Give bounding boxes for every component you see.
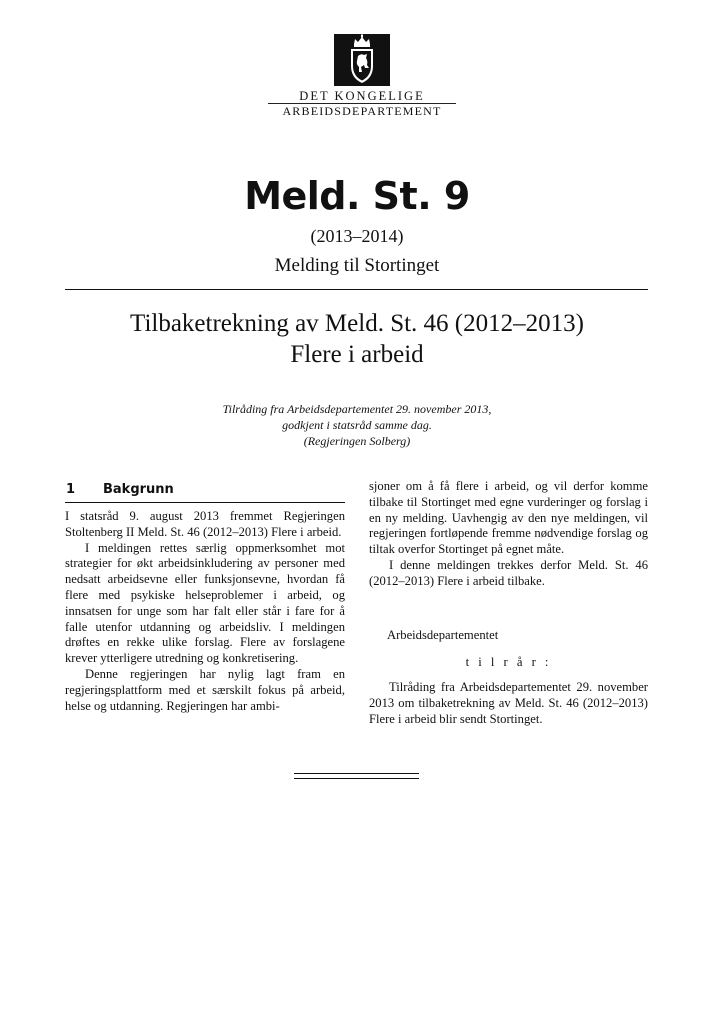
department-name-line2: ARBEIDSDEPARTEMENT	[282, 104, 442, 118]
end-divider-top	[294, 773, 419, 774]
paragraph: I meldingen rettes særlig oppmerksomhet mot strategier for økt arbeidsinkludering av personer med nedsatt arbeidsevne eller funksjonsevne, hvordan få flere med psykiske helseproblemer i arbeid, og innsatsen for unge som har falt eller står i fare for å falle utenfor utdanning og arbeidsliv. I meldingen drøftes en rekke ulike forslag. Flere av forslagene krever ytterligere utredning og konkretisering.	[65, 540, 345, 666]
paragraph: I denne meldingen trekkes derfor Meld. St. 46 (2012–2013) Flere i arbeid tilbake.	[369, 557, 648, 588]
left-column	[65, 509, 345, 714]
paragraph: Tilråding fra Arbeidsdepartementet 29. november 2013 om tilbaketrekning av Meld. St. 46 (2012–2013) Flere i arbeid blir sendt Stortinget.	[369, 680, 648, 726]
signing-department: Arbeidsdepartementet	[387, 628, 499, 642]
final-recommendation	[369, 680, 648, 727]
paragraph: sjoner om å få flere i arbeid, og vil derfor komme tilbake til Stortinget med egne vurderinger og forslag i en ny melding. Uavhengig av den nye meldingen, vil regjeringen fortløpende fremme nødvendige forslag og tiltak overfor Stortinget på egnet måte.	[369, 479, 648, 557]
recommendation-line3: (Regjeringen Solberg)	[303, 434, 411, 448]
coat-of-arms-icon	[334, 34, 390, 86]
department-name-line1: DET KONGELIGE	[299, 89, 425, 103]
recommendation-line2: godkjent i statsråd samme dag.	[282, 418, 432, 432]
report-subtitle: Melding til Stortinget	[274, 255, 440, 276]
right-column	[369, 479, 648, 590]
paragraph: Denne regjeringen har nylig lagt fram en regjeringsplattform med et særskilt fokus på arbeid, helse og utdanning. Regjeringen har ambi-	[65, 666, 345, 713]
section-number: 1	[66, 482, 76, 497]
end-divider-bottom	[294, 778, 419, 779]
report-session-years: (2013–2014)	[310, 226, 404, 246]
paragraph: I statsråd 9. august 2013 fremmet Regjeringen Stoltenberg II Meld. St. 46 (2012–2013) Flere i arbeid.	[65, 509, 345, 539]
report-number-title: Meld. St. 9	[244, 174, 470, 218]
title-divider	[65, 289, 648, 290]
document-title-line2: Flere i arbeid	[290, 341, 424, 368]
section-divider	[65, 502, 345, 503]
recommends-label: t i l r å r :	[465, 655, 552, 669]
recommendation-line1: Tilråding fra Arbeidsdepartementet 29. november 2013,	[222, 402, 492, 416]
section-title: Bakgrunn	[103, 482, 174, 497]
document-title-line1: Tilbaketrekning av Meld. St. 46 (2012–2013)	[130, 310, 584, 337]
